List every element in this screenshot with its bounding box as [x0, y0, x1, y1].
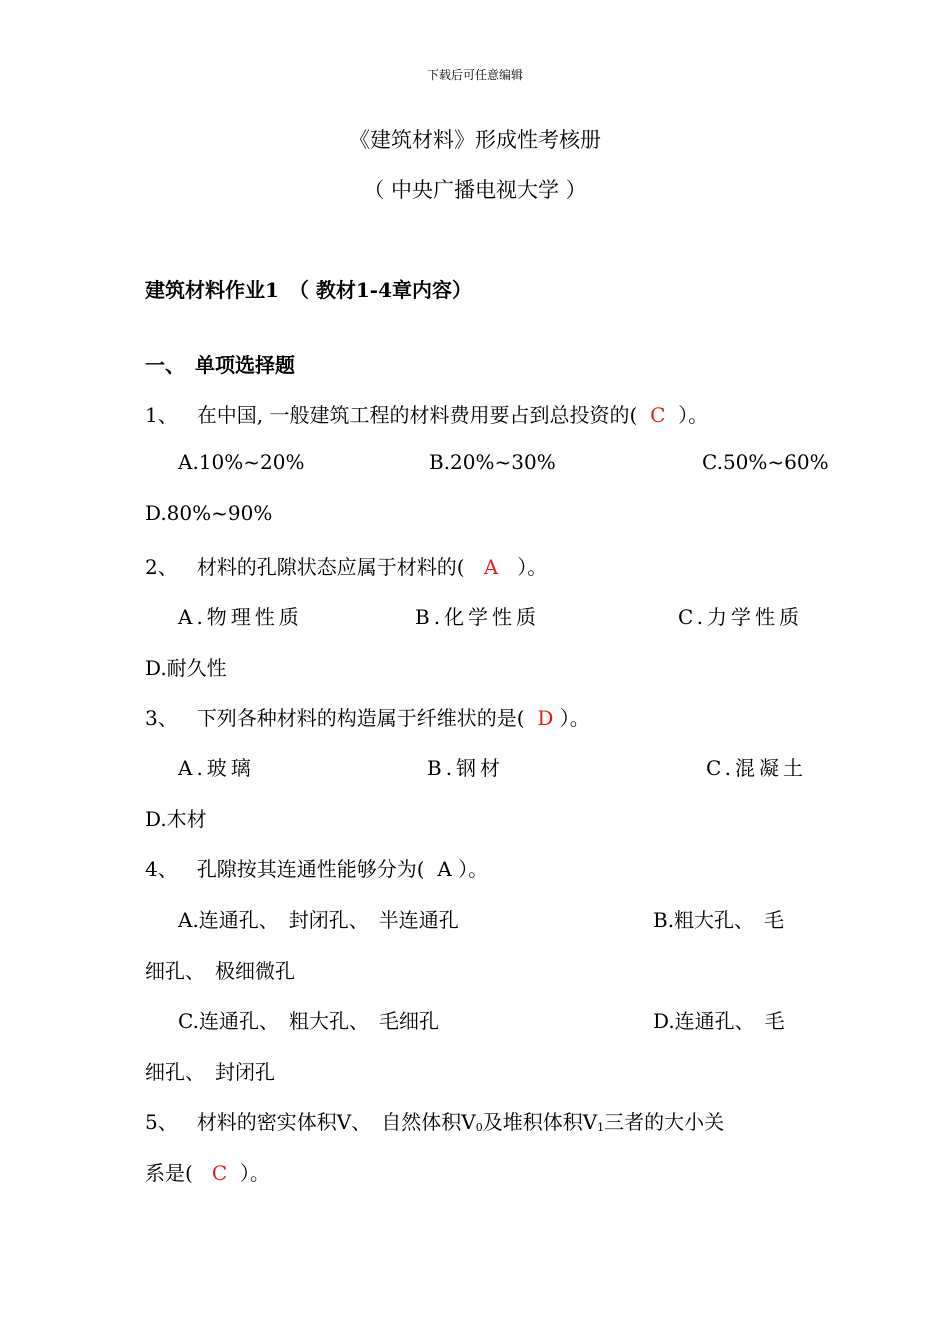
- question-number: 1、: [145, 403, 178, 427]
- answer-mark: C: [211, 1161, 228, 1185]
- document-subtitle: （ 中央广播电视大学 ）: [363, 178, 587, 202]
- subscript-0: 0: [475, 1121, 483, 1134]
- option-b-continued: 细孔、 极细微孔: [145, 959, 295, 983]
- question-end: ）。: [517, 555, 548, 579]
- question-5: [145, 1106, 724, 1135]
- question-4: [145, 853, 488, 882]
- option-c: C.50%~60%: [702, 450, 829, 474]
- question-stem-part: 及堆积体积V: [482, 1110, 598, 1134]
- answer-mark: A: [483, 555, 499, 579]
- question-stem: 下列各种材料的构造属于纤维状的是(: [196, 706, 525, 730]
- option-d: D.连通孔、 毛: [653, 1009, 785, 1033]
- option-c: C.混凝土: [706, 756, 807, 780]
- question-stem: 在中国, 一般建筑工程的材料费用要占到总投资的(: [196, 403, 638, 427]
- question-number: 2、: [145, 555, 178, 579]
- option-c: C.力学性质: [678, 605, 803, 629]
- option-a: A.10%~20%: [178, 450, 305, 474]
- question-number: 4、: [145, 857, 178, 881]
- option-a: A.物理性质: [178, 605, 303, 629]
- question-end: ）。: [559, 706, 590, 730]
- subscript-1: 1: [597, 1121, 605, 1134]
- option-a: A.玻璃: [178, 756, 255, 780]
- option-b: B.20%~30%: [429, 450, 556, 474]
- section-heading: 一、 单项选择题: [145, 353, 295, 377]
- answer-mark: C: [650, 403, 666, 427]
- assignment-heading: 建筑材料作业1 （ 教材1-4章内容）: [145, 278, 473, 302]
- question-end: ）。: [678, 403, 709, 427]
- question-end: ）。: [239, 1161, 270, 1185]
- question-stem-part: 三者的大小关: [604, 1110, 725, 1134]
- option-c: C.连通孔、 粗大孔、 毛细孔: [178, 1009, 439, 1033]
- answer-mark: A: [437, 857, 452, 881]
- question-number: 5、: [145, 1110, 178, 1134]
- question-stem: 孔隙按其连通性能够分为(: [196, 857, 425, 881]
- option-b: B.钢材: [427, 756, 505, 780]
- option-b: B.化学性质: [415, 605, 541, 629]
- answer-mark: D: [537, 706, 554, 730]
- question-2: [145, 551, 547, 580]
- question-5-continued: [145, 1157, 270, 1186]
- option-d-continued: 细孔、 封闭孔: [145, 1060, 275, 1084]
- option-d: D.木材: [145, 807, 207, 831]
- question-stem: 系是(: [145, 1161, 193, 1185]
- question-stem: 材料的孔隙状态应属于材料的(: [196, 555, 465, 579]
- option-b: B.粗大孔、 毛: [653, 908, 785, 932]
- download-note: 下载后可任意编辑: [426, 68, 523, 82]
- question-1: [145, 399, 708, 428]
- document-title: 《建筑材料》形成性考核册: [349, 128, 601, 152]
- question-end: ）。: [458, 857, 489, 881]
- option-d: D.80%~90%: [145, 501, 273, 525]
- option-a: A.连通孔、 封闭孔、 半连通孔: [178, 908, 459, 932]
- question-stem: 材料的密实体积V、 自然体积V: [196, 1110, 476, 1134]
- question-number: 3、: [145, 706, 178, 730]
- question-3: [145, 702, 590, 731]
- option-d: D.耐久性: [145, 656, 227, 680]
